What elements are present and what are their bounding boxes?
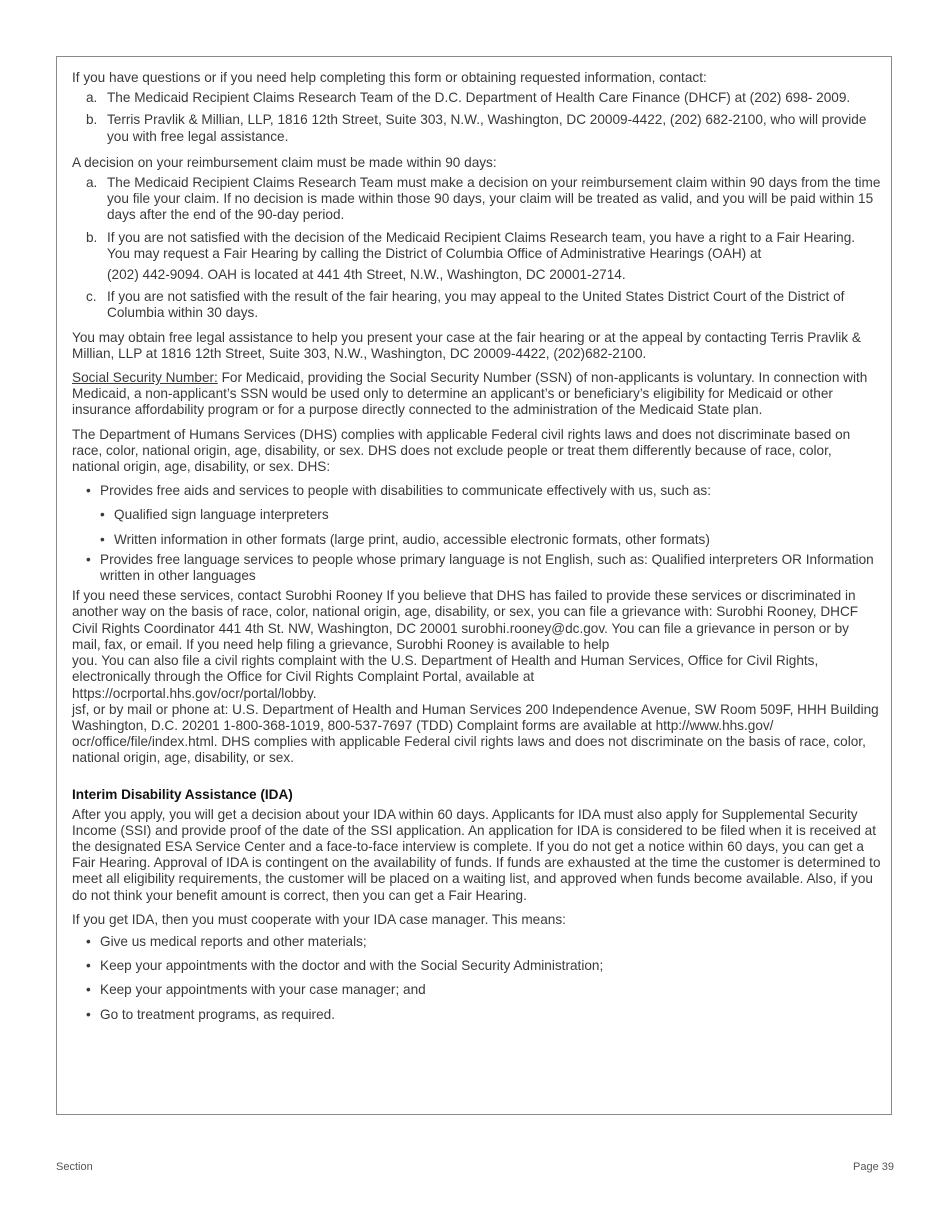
ida-paragraph: After you apply, you will get a decision about your IDA within 60 days. Applicants for IDA must also apply for Supplemental Security Income (SSI) and provide proof of the date of the SSI application. An application for IDA is considered to be filed when it is received at the designated ESA Service Center and a face-to-face interview is complete. If you do not get a notice within 60 days, you can get a Fair Hearing. Approval of IDA is contingent on the availability of funds. If funds are exhausted at the time the customer is determined to meet all eligibility requirements, the customer will be placed on a waiting list, and approved when funds become available. Also, if you do not think your benefit amount is correct, then you can get a Fair Hearing. — [72, 806, 881, 903]
list-item — [72, 1007, 881, 1023]
dhs-statement: The Department of Humans Services (DHS) complies with applicable Federal civil rights laws and does not discriminate based on race, color, national origin, age, disability, or sex. DHS does not exclude people or treat them differently because of race, color, national origin, age, disability, or sex. DHS: — [72, 426, 851, 475]
ida-requirements-list — [72, 934, 881, 1023]
dhs-sub-list — [72, 507, 881, 547]
list-item-text: The Medicaid Recipient Claims Research Team of the D.C. Department of Health Care Finance (DHCF) at (202) 698- 2009. — [107, 90, 851, 106]
contact-intro: If you have questions or if you need help completing this form or obtaining requested information, contact: — [72, 70, 707, 85]
bullet-icon: • — [86, 483, 91, 499]
dhs-services-list — [72, 483, 881, 499]
list-marker: b. — [86, 229, 98, 245]
list-item-text: Provides free language services to people whose primary language is not English, such as: Qualified interpreters OR Information written in other languages — [100, 551, 874, 584]
grievance-block — [72, 588, 881, 766]
bullet-icon: • — [100, 531, 105, 547]
list-item-text: Keep your appointments with the doctor and with the Social Security Administration; — [100, 958, 604, 974]
bullet-icon: • — [86, 982, 91, 998]
ssn-label: Social Security Number: — [72, 370, 218, 386]
list-item — [72, 289, 881, 321]
list-item — [72, 958, 881, 974]
list-item-text: The Medicaid Recipient Claims Research Team must make a decision on your reimbursement claim within 90 days from the time you file your claim. If no decision is made within those 90 days, your claim will be treated as valid, and you will be paid within 15 days after the end of the 90-day period. — [107, 175, 881, 223]
list-item-text: If you are not satisfied with the decision of the Medicaid Recipient Claims Research team, you have a right to a Fair Hearing. You may request a Fair Hearing by calling the District of Columbia Office of Administrative Hearings (OAH) at — [107, 229, 856, 261]
grievance-text: you. You can also file a civil rights complaint with the U.S. Department of Health and Human Services, Office for Civil Rights, electronically through the Office for Civil Rights Complaint Portal, available at — [72, 653, 819, 685]
list-item-text: If you are not satisfied with the result of the fair hearing, you may appeal to the United States District Court of the District of Columbia within 30 days. — [107, 289, 845, 321]
list-item-text: Keep your appointments with your case manager; and — [100, 982, 426, 998]
list-item — [72, 552, 881, 584]
bullet-icon: • — [100, 507, 105, 523]
list-item — [72, 175, 881, 224]
list-item — [72, 90, 881, 106]
list-item-continuation: (202) 442-9094. OAH is located at 441 4th Street, N.W., Washington, DC 20001-2714. — [107, 267, 626, 283]
footer-section-label: Section — [56, 1161, 93, 1173]
list-item-text: Give us medical reports and other materials; — [100, 933, 367, 949]
list-item — [72, 230, 881, 284]
content-frame — [56, 56, 892, 1115]
list-marker: a. — [86, 90, 98, 106]
bullet-icon: • — [86, 1006, 91, 1022]
ida-heading: Interim Disability Assistance (IDA) — [72, 786, 293, 802]
list-item-text: Terris Pravlik & Millian, LLP, 1816 12th Street, Suite 303, N.W., Washington, DC 20009-4422, (202) 682-2100, who will provide you with free legal assistance. — [107, 112, 867, 144]
footer-page-number: Page 39 — [853, 1161, 894, 1173]
grievance-text: jsf, or by mail or phone at: U.S. Department of Health and Human Services 200 Independence Avenue, SW Room 509F, HHH Building Washington, D.C. 20201 1-800-368-1019, 800-537-7697 (TDD) Complaint forms are available at http://www.hhs.gov/ ocr/office/file/index.html. DHS complies with applicable Federal civil rights laws and does not discriminate on the basis of race, color, national origin, age, disability, or sex. — [72, 701, 879, 766]
list-item-text: Provides free aids and services to people with disabilities to communicate effectively with us, such as: — [100, 483, 712, 499]
decision-list — [72, 175, 881, 322]
list-marker: a. — [86, 175, 98, 191]
bullet-icon: • — [86, 551, 91, 567]
dhs-language-list — [72, 552, 881, 584]
legal-assistance-paragraph: You may obtain free legal assistance to help you present your case at the fair hearing or at the appeal by contacting Terris Pravlik & Millian, LLP at 1816 12th Street, Suite 303, N.W., Washington, DC 20009-4422, (202)682-2100. — [72, 329, 861, 361]
list-item — [72, 112, 881, 144]
ssn-text: For Medicaid, providing the Social Security Number (SSN) of non-applicants is voluntary. In connection with Medicaid, a non-applicant’s SSN would be used only to determine an applicant’s or beneficiary’s eligibility for Medicaid or other insurance affordability program or for a purpose directly connected to the administration of the Medicaid State plan. — [72, 370, 868, 418]
list-item-text: Go to treatment programs, as required. — [100, 1006, 335, 1022]
contact-list — [72, 90, 881, 145]
list-item-text: Qualified sign language interpreters — [114, 507, 329, 523]
list-marker: c. — [86, 289, 97, 305]
list-item — [72, 934, 881, 950]
list-item — [72, 532, 881, 548]
ssn-paragraph — [72, 370, 881, 419]
decision-intro: A decision on your reimbursement claim must be made within 90 days: — [72, 154, 497, 170]
ida-cooperate-intro: If you get IDA, then you must cooperate with your IDA case manager. This means: — [72, 911, 566, 927]
grievance-link-text: https://ocrportal.hhs.gov/ocr/portal/lobby. — [72, 685, 317, 701]
list-marker: b. — [86, 112, 98, 128]
bullet-icon: • — [86, 933, 91, 949]
list-item — [72, 483, 881, 499]
list-item — [72, 982, 881, 998]
grievance-text: If you need these services, contact Surobhi Rooney If you believe that DHS has failed to provide these services or discriminated in another way on the basis of race, color, national origin, age, disability, or sex, you can file a grievance with: Surobhi Rooney, DHCF Civil Rights Coordinator 441 4th St. NW, Washington, DC 20001 surobhi.rooney@dc.gov. You can file a grievance in person or by mail, fax, or email. If you need help filing a grievance, Surobhi Rooney is available to help — [72, 588, 859, 652]
list-item — [72, 507, 881, 523]
list-item-text: Written information in other formats (large print, audio, accessible electronic formats, other formats) — [114, 531, 710, 547]
bullet-icon: • — [86, 958, 91, 974]
